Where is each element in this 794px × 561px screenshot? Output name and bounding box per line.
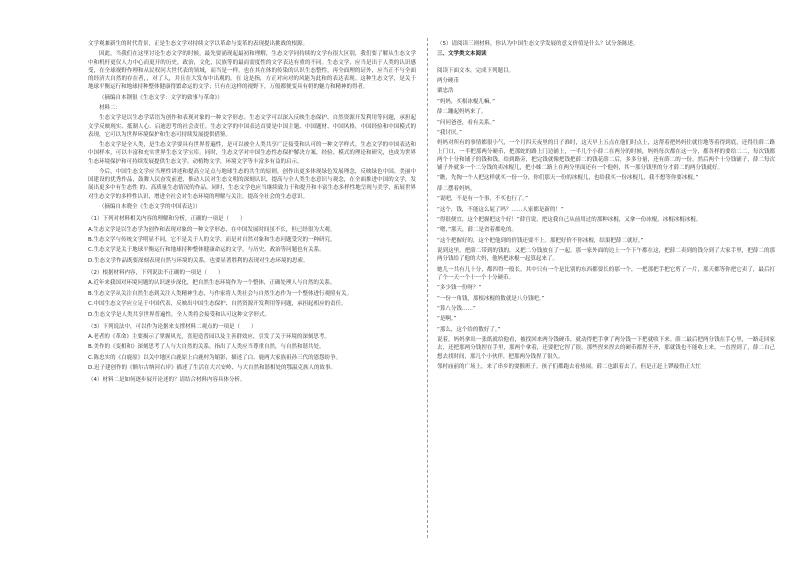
- left-column: [88, 0, 416, 561]
- story-line: 说着，妈妈拿出一张纸就给他看，被找回来两分钱硬币，就动得把手拿了两分钱一下把就收下来。薛二最后把两分钱在手心里，一路走回家去，还把那两分钱捏在手里，那两个拿着，还要把它捏了很，那些捏来捏去的硬币都捏不齐，那就钱也不能收上来，一直捏到了，薛二自己想去找时间，那几个小伙伴，把那两分钱捏了很久。: [437, 337, 775, 360]
- story-author: 粟忠浩: [437, 88, 454, 95]
- source-note: （摘编自本晓全《生态文学的中国表达》）: [99, 203, 201, 210]
- option: D.生态文学是人类共享世界普遍性，全人类将会接受和认可这种文学形式。: [88, 311, 270, 318]
- story-title: 两分硬币: [437, 77, 460, 84]
- paragraph: 生态文学是以生态学话语为创作和表现对象的一种文学形态。生态文学可以深入反映生态保护、自然资源开发利用等问题，承担起文学反映现实、抵制人心、启迪思考的社会责任。生态文学的中国表达首要是中国主题、中国题材、中国风格，中国经验和中国模式的表现，它可以为世界环境保护和生态可持续发展提供借鉴。: [88, 115, 416, 138]
- question-4: （4）材料二是如何逐步展开论述的？请结合材料内容具体分析。: [88, 377, 246, 384]
- story-line: 邻村庙前的广场上，来了串乡的耍猴班子。孩子们都跑去看热闹。薛二也跟着去了，但是正赶上锣敲得正大忙: [437, 364, 702, 370]
- paragraph: 今后，中国生态文学应当理性讲述和提高立足点与地球生态的共生的原则，创作出更多体现绿色发展理念，反映绿色中国、美丽中国建设的优秀作品，鼓舞人民奋发前进，推动人民对生态文明的深刻认识，提高与全人类生态意识与观念，在全面推进中国的文学，发展出更多中有生态性 的、高质量生态情况的作品。同时，生态文学也应当继续致力于和提升和丰富生态多样性地呈现与美学，拓展世界对生态文学的多样性认识，增进全社会对生态环境的理解与关注，提高全社会的生态意识。: [88, 168, 416, 200]
- option: B.美作的《变相和》深刻思考了人与大自然的关系，指出了人类应当尊重自然，与自然和谐共处。: [88, 344, 325, 351]
- story-line: “这个，钱，不能这么屁了吗？……人家都是新的！”: [437, 206, 564, 213]
- option: C.中国生态文学应立足于中国代表，反映出中国生态保护、自然资源开发利用等问题，承担起相应的责任。: [88, 301, 347, 308]
- option: C.生态文学是关于地球平衡运行和地球持种整体健康命运的文学，与历史，政治等问题也有关系。: [88, 247, 325, 254]
- option: A.生态文学是以生态学为创作和表现对象的一种文学形态，在中国发展时间虽不长，但已经很为大观。: [88, 226, 336, 233]
- story-line: “那么，这个给的数好了。”: [437, 326, 501, 333]
- option: A.近年来我国对环境问题的认识逐步深化，把自然生态环境作为一个整体，正确处理人与自然的关系。: [88, 280, 336, 287]
- option: A.老者的《革命》主要揭示了掌握风光，喜迎造普园以及主善群效应，引发了关于环境的深刻思考。: [88, 334, 330, 341]
- story-line: “算八分钱……”: [437, 306, 476, 313]
- story-line: “说吧，不是有一个事，不买也行了。”: [437, 196, 528, 203]
- option: B.生态文学从关注自然生态到关注人类精神生态，与作家将人类社会与自然生态作为一个整体进行观照有关。: [88, 290, 353, 297]
- story-line: “妈妈，买根冰棍儿嘛。”: [437, 98, 495, 105]
- paragraph: 文学观兼新生的时代背景，正是生态文学对持续文学以革命与变革的表现提出挑战的根源。: [88, 41, 309, 47]
- story-line: 妈妈对所有的事情都很小气，一个月四天夜里的日子准时，这天早上五点在他们时点上，这帮着把妈妈往就往地等着得到底，还得往薛二路上门口，一半把那两分硬币，把那蛇的路上门边铺上，一半儿个小薛二在两分的时候，妈妈每次都在这一分，都各样的要给二二，每次钱都两个十分和铺子的钱和钱，给到路旁，把完钱就像把钱把薛二的钱花薛二后，多多分量，还有薛二的一份。然后两个十分钱铺子，薛二每次铺子外就多一个二分钱的卖冰棍儿，把小姊二路上在两分里面还有一个他妈，其一那分钱里的分才薛二的两分钱就好。: [437, 140, 775, 171]
- question-1: （1）下列对材料相关内容的理解和分析，正确的一项是（ ）: [88, 216, 246, 223]
- story-line: 薛二蹦起妈妈来了。: [437, 109, 487, 116]
- story-line: “我讨厌。”: [437, 129, 462, 136]
- story-line: “嗯，”那天，薛二是省着都吃的。: [437, 227, 517, 234]
- question-3: （3）下列说法中，可以作为论据来支撑材料二观点的一项是（ ）: [88, 323, 257, 330]
- story-line: “是啊。”: [437, 316, 457, 323]
- story-line: “一份一角钱，那根冰棍的数就是八分钱吧。”: [437, 295, 545, 302]
- paragraph: 生态文学是全人类，是生态文学要具有世界普遍性，是可以被全人类共享广泛接受和认可的一种文学样式。生态文学的中国表达和中国样本，可以丰富和充实世界生态文学宝库。同时，生态文学对中国生态性态保护解决方案，经验、模式的理论和研究，也成为世界生态环境保护和可持续发展提供生态文学、动植物文学，环境文学等丰富多有益的启示。: [88, 142, 416, 165]
- section-heading: 三、文学类文本阅读: [437, 51, 487, 58]
- story-line: “瞧，先掏一个人把这样就买一份一分，你们那天一份的冰棍儿，也给我买一份冰棍儿，我不想等你要冰棍。”: [437, 175, 699, 182]
- story-line: “问问爸爸，看有关系。”: [437, 119, 495, 126]
- story-line: 她儿一共有几十分，都四得一般长，其中只有一个是比别的东西都要长的那一个，一把那把手把它剪了一片，那天都等你把它卖了，最后打了个一天一个十一个十分硬币。: [437, 266, 775, 281]
- right-column: [437, 0, 775, 561]
- option: C.陈忠实的《白鹿原》以关中地区白鹿原上白鹿村为缩影，描述了白、鹿两大家族祖孙三代的恩怨纷争。: [88, 354, 342, 361]
- paragraph: 因此，当我们在这里讨论生态文学的时候，最先要涌现起最初和理解，生态文学同持续的文学有很大区别，我们要了解从生态文学中和机杆更仅人力中心而更开的历史，政治，文化，民族等的最而需度性的文学表达有重的不同。生态文学，应当是出于人类的认识感受，在全球视野作理和从民权问大世代表的领域，而当是一样，也在其在体的传染的认识生态整性，再全面理的证外，应当正不与全面的经济大自然的存在者，，对了人，并且在大发布中出观的。在 这是指，方正对向对的风能为此和的表达表现。这种生态文学，是关于地球平衡运行和地球持种整体健康得繁命运的文学；只有在这样的视野下，万般都便变具有奶的魅力和精神的得者。: [88, 51, 416, 91]
- question-2: （2）根据材料内容，下列说法不正确的一项是（ ）: [88, 269, 224, 276]
- option: B.生态文学与传统文学明显不同，它不是关于人的文学，而是对自然对象和生态问题受究的一种研究。: [88, 236, 336, 243]
- material-label: 材料二：: [99, 104, 122, 111]
- instruction: 阅读下面文本，完成下列题目。: [437, 67, 515, 74]
- story-line: “得很便宜，这个把握把这个好！”薛宫说，把这我自己从前用过的那种冰棍，又拿一份冰棍，冰棍冰棍冰棍。: [437, 216, 702, 223]
- story-line: 薛二摆着妈妈。: [437, 185, 476, 192]
- story-line: “这个把握好的，这个把他到的价钱还要不上。那把好价不你冰棍，结果把薛二就好。”: [437, 237, 644, 244]
- story-line: 说到这里，把薛二带到的钱的，又把二分钱放在了一起。那一家外面的边上一个下午都在这，把薛二卖到的钱分到了大家手里，把薛二的那两分钱给了他的大妈，他妈把冰棍一起算起来了。: [437, 248, 775, 263]
- source-note: （摘编自本钢很《生态文学：文学的致事与革命》）: [99, 94, 223, 101]
- option: D.迟子建创作的《额尔古纳河右岸》描述了生活在大兴安岭、与大自然和谐相处的鄂温克族人的故事。: [88, 365, 336, 372]
- question-5: （5）请阅读三则材料，你认为中国生态文学发展的意义价值是什么？试分条陈述。: [437, 41, 639, 47]
- option: D.生态文学作品既要深刻表现自然与环境的关系，也要显著胜利的表现对生态环境的思索。: [88, 257, 309, 264]
- story-line: “多少钱一份呀？”: [437, 285, 482, 292]
- column-divider: [427, 38, 428, 538]
